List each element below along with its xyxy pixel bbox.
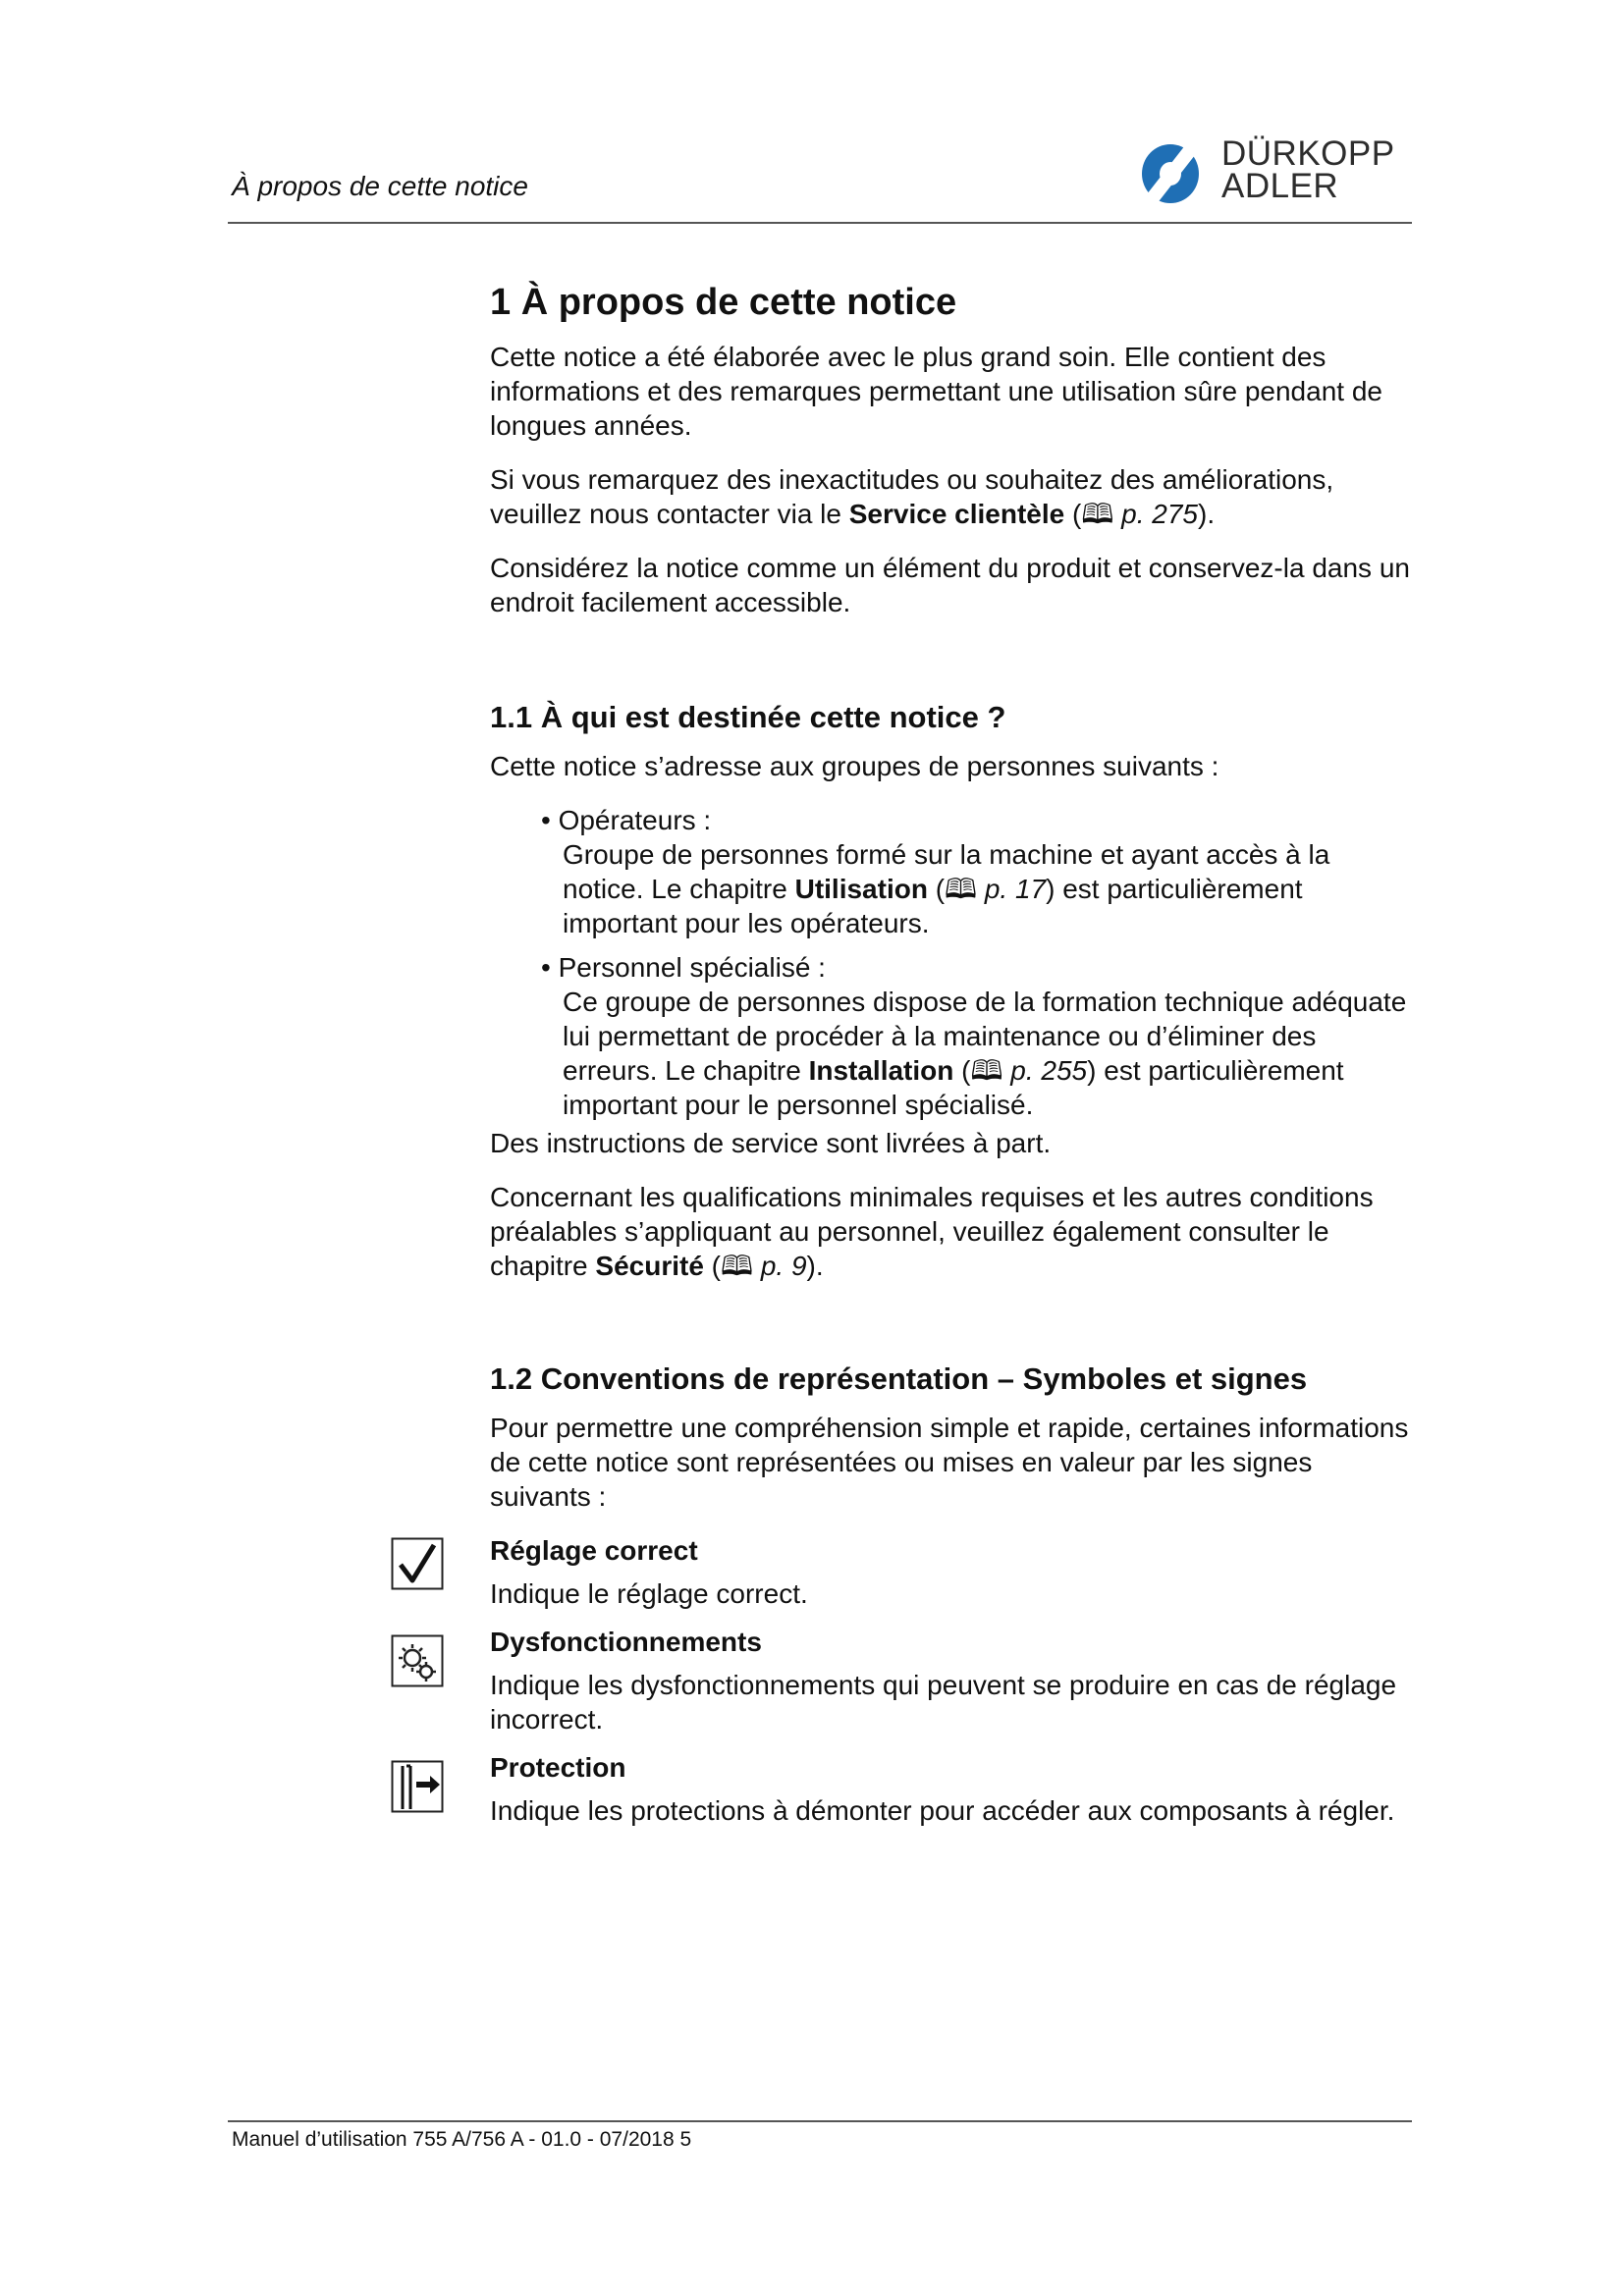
symbol-title: Protection (490, 1752, 626, 1783)
page-footer: Manuel d’utilisation 755 A/756 A - 01.0 - 07/2018 5 (232, 2128, 692, 2151)
page-ref[interactable]: p. 9 (760, 1251, 807, 1281)
book-icon: 🕮 (945, 874, 978, 904)
header-rule (228, 222, 1412, 224)
book-icon: 🕮 (970, 1055, 1003, 1086)
running-header: À propos de cette notice (232, 171, 528, 201)
check-icon (391, 1537, 444, 1590)
footer-rule (228, 2120, 1412, 2122)
main-content (490, 277, 1413, 1828)
logo-wordmark (1221, 134, 1395, 205)
gear-icon (391, 1634, 444, 1687)
logo-line-adler: ADLER (1221, 167, 1339, 205)
section-1-2-heading: 1.2 Conventions de représentation – Symboles et signes (490, 1362, 1308, 1396)
list-item-specialists: • Personnel spécialisé : (541, 952, 826, 983)
section-1-2-intro: Pour permettre une compréhension simple et rapide, certaines informations de cette notice sont représentées ou mises en valeur par les signes suivants : (490, 1413, 1409, 1512)
installation-link[interactable]: Installation (808, 1055, 954, 1086)
symbol-title: Dysfonctionnements (490, 1627, 762, 1657)
service-link[interactable]: Service clientèle (848, 499, 1065, 529)
list-item-specialists-body: Ce groupe de personnes dispose de la formation technique adéquate lui permettant de procéder à la maintenance ou d’éliminer des erreurs. Le chapitre Installation (🕮 p. 255) est particulièrement important pour le personnel spécialisé. (563, 987, 1407, 1120)
logo-line-durkopp: DÜRKOPP (1221, 134, 1395, 173)
chapter-heading: 1 À propos de cette notice (490, 282, 957, 323)
protection-icon (391, 1760, 444, 1813)
symbol-title: Réglage correct (490, 1535, 698, 1566)
symbol-correct-setting (490, 1533, 1413, 1611)
brand-logo (1135, 134, 1410, 208)
section-1-1-heading: 1.1 À qui est destinée cette notice ? (490, 700, 1006, 734)
chapter-paragraph-1: Cette notice a été élaborée avec le plus grand soin. Elle contient des informations et des remarques permettant une utilisation sûre pendant de longues années. (490, 342, 1382, 441)
symbol-malfunctions (490, 1625, 1413, 1736)
page-ref[interactable]: p. 275 (1121, 499, 1198, 529)
logo-mark-icon (1135, 137, 1214, 208)
page-ref[interactable]: p. 255 (1010, 1055, 1088, 1086)
book-icon: 🕮 (721, 1251, 754, 1281)
page-ref[interactable]: p. 17 (984, 874, 1047, 904)
book-icon: 🕮 (1081, 499, 1114, 529)
qualifications-paragraph: Concernant les qualifications minimales requises et les autres conditions préalables s’appliquant au personnel, veuillez également consulter le chapitre Sécurité (🕮 p. 9). (490, 1182, 1374, 1281)
section-1-1-intro: Cette notice s’adresse aux groupes de personnes suivants : (490, 751, 1219, 781)
symbol-description: Indique les dysfonctionnements qui peuvent se produire en cas de réglage incorrect. (490, 1670, 1397, 1735)
service-instructions-paragraph: Des instructions de service sont livrées à part. (490, 1128, 1052, 1158)
securite-link[interactable]: Sécurité (595, 1251, 704, 1281)
symbol-description: Indique les protections à démonter pour accéder aux composants à régler. (490, 1795, 1395, 1826)
chapter-paragraph-2: Si vous remarquez des inexactitudes ou souhaitez des améliorations, veuillez nous contacter via le Service clientèle (🕮 p. 275). (490, 464, 1334, 529)
list-item-operators-body: Groupe de personnes formé sur la machine et ayant accès à la notice. Le chapitre Utilisation (🕮 p. 17) est particulièrement important pour les opérateurs. (563, 839, 1330, 938)
symbol-protection (490, 1750, 1413, 1828)
list-item-operators: • Opérateurs : (541, 805, 712, 835)
utilisation-link[interactable]: Utilisation (794, 874, 928, 904)
chapter-paragraph-3: Considérez la notice comme un élément du produit et conservez-la dans un endroit facilement accessible. (490, 553, 1410, 617)
symbol-description: Indique le réglage correct. (490, 1578, 808, 1609)
